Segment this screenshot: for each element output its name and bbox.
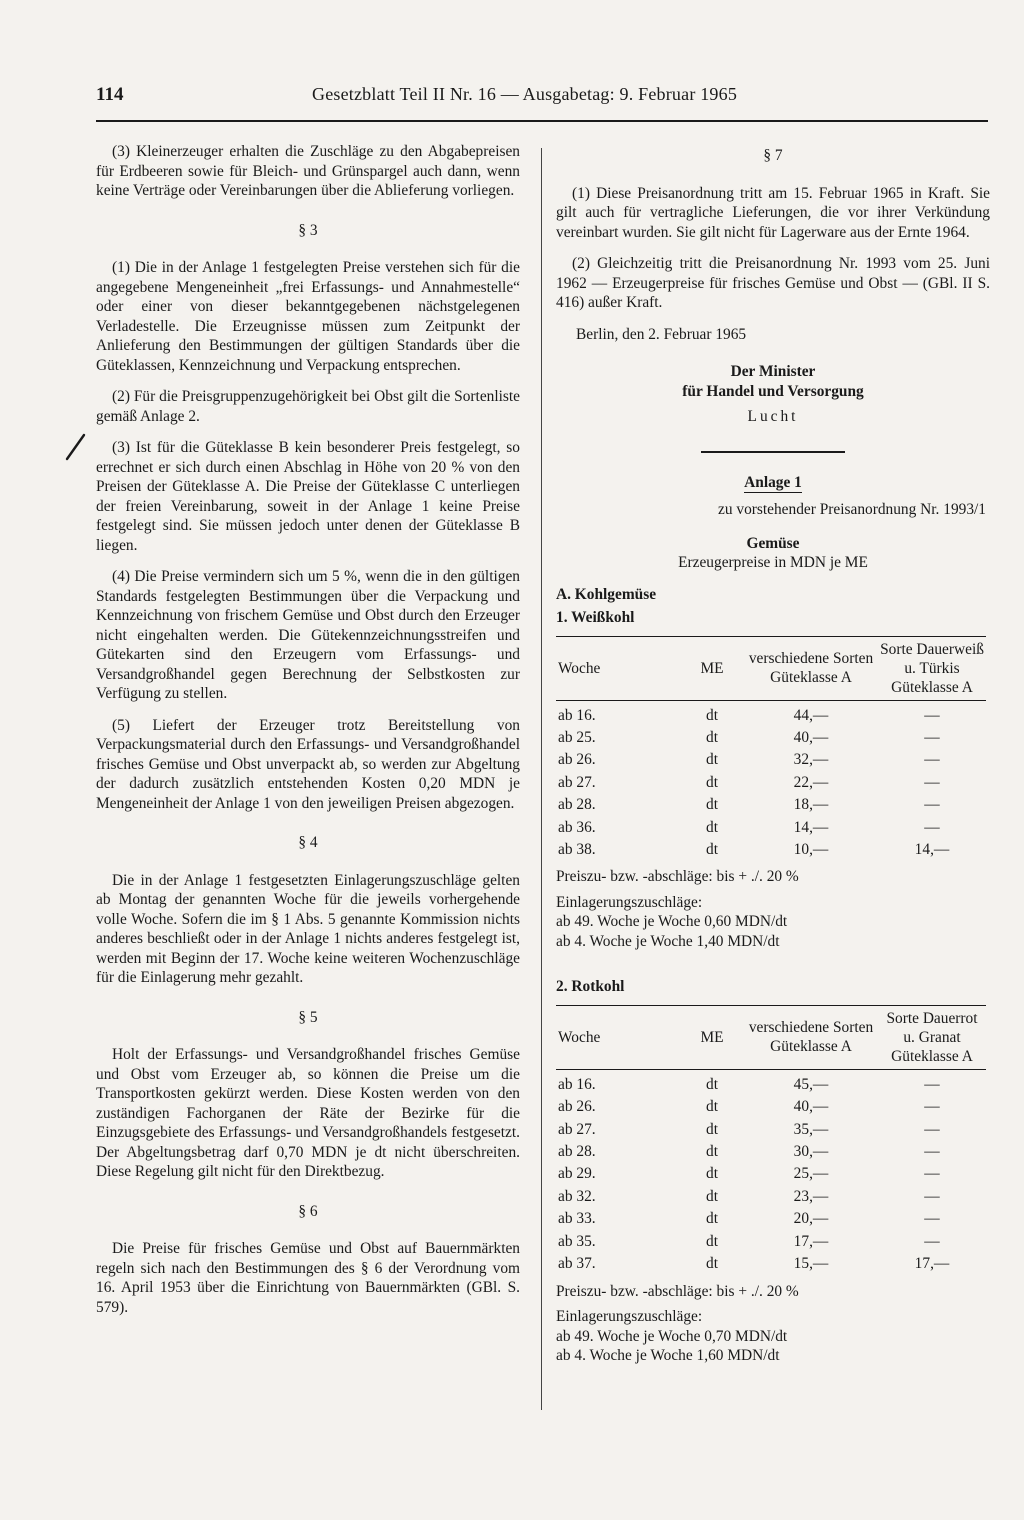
gemuese-title: Gemüse bbox=[746, 534, 800, 552]
cell-woche: ab 26. bbox=[558, 751, 596, 769]
cell-me: dt bbox=[706, 796, 718, 814]
cell-price-b: — bbox=[924, 1210, 940, 1228]
section-rule bbox=[701, 451, 845, 453]
cell-price-b: 17,— bbox=[914, 1255, 950, 1273]
cell-me: dt bbox=[706, 1210, 718, 1228]
table-row bbox=[556, 817, 986, 839]
cell-price-a: 25,— bbox=[793, 1165, 829, 1183]
spacer bbox=[556, 951, 990, 973]
paragraph-7-2: (2) Gleichzeitig tritt die Preisanordnung Nr. 1993 vom 25. Juni 1962 — Erzeugerpreise für frisches Gemüse und Obst — (GBl. II S. 416) außer Kraft. bbox=[556, 255, 990, 311]
cell-woche: ab 29. bbox=[558, 1165, 596, 1183]
cell-price-a: 35,— bbox=[793, 1120, 829, 1138]
section-3-heading: § 3 bbox=[298, 221, 318, 239]
running-title: Gesetzblatt Teil II Nr. 16 — Ausgabetag: 9. Februar 1965 bbox=[312, 84, 738, 104]
cell-me: dt bbox=[706, 728, 718, 746]
cell-price-a: 15,— bbox=[793, 1255, 829, 1273]
cell-woche: ab 27. bbox=[558, 1120, 596, 1138]
cell-me: dt bbox=[706, 751, 718, 769]
table-row bbox=[556, 727, 986, 749]
cell-price-b: — bbox=[924, 1120, 940, 1138]
section-4-heading: § 4 bbox=[298, 834, 318, 851]
table-row bbox=[556, 1119, 986, 1141]
cell-price-b: — bbox=[924, 796, 940, 814]
table-header-row bbox=[556, 1005, 986, 1069]
margin-pencil-mark bbox=[60, 432, 90, 462]
paragraph-3-1: (1) Die in der Anlage 1 festgelegten Preise verstehen sich für die angegebene Mengeneinheit „frei Erfassungs- und Annahmestelle“ oder einer von dieser bekanntgegebenen nächstgelegenen Verladestelle. Die Erzeugnisse müssen zum Zeitpunkt der Anlieferung den Bestimmungen der gültigen Standards über die Güteklassen, Kennzeichnung und Verpackung entsprechen. bbox=[96, 259, 520, 374]
cell-price-b: 14,— bbox=[914, 840, 950, 858]
cell-price-a: 45,— bbox=[793, 1075, 829, 1093]
page-header bbox=[96, 84, 988, 122]
header-woche: Woche bbox=[558, 659, 601, 677]
gemuese-subtitle: Erzeugerpreise in MDN je ME bbox=[678, 554, 868, 571]
weisskohl-einlagerung-title: Einlagerungszuschläge: bbox=[556, 893, 703, 911]
table-row bbox=[556, 1163, 986, 1185]
paragraph-5: Holt der Erfassungs- und Versandgroßhandel frisches Gemüse und Obst vom Erzeuger ab, so können die Preise um die Transportkosten gekürzt werden. Diese Kosten werden von den zuständigen Fachorganen der Räte der Bezirke für die Einzugsgebiete des Erfassungs- und Versandgroßhandels festgesetzt. Der Abgeltungsbetrag darf 0,70 MDN je dt nicht überschreiten. Diese Regelung gilt nicht für den Direktbezug. bbox=[96, 1046, 520, 1180]
anlage-title-text: Anlage 1 bbox=[744, 473, 802, 491]
cell-woche: ab 16. bbox=[558, 1075, 596, 1093]
section-7-heading: § 7 bbox=[763, 147, 783, 164]
rotkohl-title: 2. Rotkohl bbox=[556, 978, 625, 996]
section-6-heading: § 6 bbox=[298, 1202, 318, 1220]
anlage-title bbox=[556, 473, 990, 493]
cell-price-b: — bbox=[924, 1232, 940, 1250]
cell-me: dt bbox=[706, 706, 718, 724]
column-divider bbox=[541, 148, 542, 1410]
cell-price-a: 10,— bbox=[793, 840, 829, 858]
table-row bbox=[556, 749, 986, 771]
weisskohl-einlagerung-2: ab 4. Woche je Woche 1,40 MDN/dt bbox=[556, 932, 780, 950]
table-row bbox=[556, 794, 986, 816]
cell-price-a: 14,— bbox=[793, 818, 829, 836]
header-me: ME bbox=[700, 659, 724, 677]
header-woche: Woche bbox=[558, 1028, 601, 1046]
cell-woche: ab 32. bbox=[558, 1187, 596, 1205]
cell-price-b: — bbox=[924, 706, 940, 724]
cell-woche: ab 28. bbox=[558, 796, 596, 814]
left-column bbox=[96, 142, 520, 1329]
minister-title-line-1: Der Minister bbox=[730, 363, 816, 380]
header-sorten-a: verschiedene Sorten Güteklasse A bbox=[748, 1019, 874, 1056]
rotkohl-einlagerung-title: Einlagerungszuschläge: bbox=[556, 1308, 703, 1325]
cell-woche: ab 33. bbox=[558, 1210, 596, 1228]
cell-price-a: 32,— bbox=[793, 751, 829, 769]
cell-price-a: 40,— bbox=[793, 728, 829, 746]
section-5-heading: § 5 bbox=[298, 1008, 318, 1026]
cell-woche: ab 37. bbox=[558, 1255, 596, 1273]
cell-me: dt bbox=[706, 1120, 718, 1138]
rotkohl-einlagerung-2: ab 4. Woche je Woche 1,60 MDN/dt bbox=[556, 1347, 780, 1364]
page-number: 114 bbox=[96, 84, 124, 105]
category-kohlgemuese: A. Kohlgemüse bbox=[556, 585, 657, 603]
cell-me: dt bbox=[706, 773, 718, 791]
header-sorten-a: verschiedene Sorten Güteklasse A bbox=[748, 650, 874, 686]
cell-me: dt bbox=[706, 840, 718, 858]
cell-me: dt bbox=[706, 1075, 718, 1093]
paragraph-2-3: (3) Kleinerzeuger erhalten die Zuschläge zu den Abgabepreisen für Erdbeeren sowie für Bleich- und Grünspargel auch dann, wenn keine Verträge oder Vereinbarungen über die Ablieferung vorliegen. bbox=[96, 143, 520, 199]
table-row bbox=[556, 1231, 986, 1253]
cell-me: dt bbox=[706, 1098, 718, 1116]
cell-price-b: — bbox=[924, 1098, 940, 1116]
weisskohl-table bbox=[556, 636, 986, 862]
table-row bbox=[556, 772, 986, 794]
cell-price-b: — bbox=[924, 1143, 940, 1161]
anlage-subtitle: zu vorstehender Preisanordnung Nr. 1993/1 bbox=[718, 501, 986, 518]
cell-price-a: 18,— bbox=[793, 796, 829, 814]
table-row bbox=[556, 1069, 986, 1096]
paragraph-3-3: (3) Ist für die Güteklasse B kein besonderer Preis festgelegt, so errechnet er sich durch einen Abschlag in Höhe von 20 % von den Preisen der Güteklasse A. Die Preise der Güteklasse C unterliegen der freien Vereinbarung, soweit in der Anlage 1 keine Preise festgelegt sind. Sie müssen jedoch unter denen der Güteklasse B liegen. bbox=[96, 439, 520, 554]
table-row bbox=[556, 1096, 986, 1118]
table-header-row bbox=[556, 636, 986, 700]
header-sorte-b: Sorte Dauerweiß u. Türkis Güteklasse A bbox=[880, 640, 984, 696]
cell-price-a: 23,— bbox=[793, 1187, 829, 1205]
table-row bbox=[556, 1141, 986, 1163]
paragraph-4: Die in der Anlage 1 festgesetzten Einlagerungszuschläge gelten ab Montag der genannten Woche für die jeweils vorhergehende volle Woche. Sofern die im § 1 Abs. 5 genannte Kommission nichts anderes beschließt oder in der Anlage 1 nichts anderes festgelegt ist, werden mit Beginn der 17. Woche keine weiteren Wochenzuschläge für die Einlagerung mehr gezahlt. bbox=[96, 871, 520, 986]
cell-me: dt bbox=[706, 818, 718, 836]
table-row bbox=[556, 1186, 986, 1208]
cell-price-b: — bbox=[924, 728, 940, 746]
cell-price-a: 30,— bbox=[793, 1143, 829, 1161]
paragraph-3-4: (4) Die Preise vermindern sich um 5 %, wenn die in den gültigen Standards festgelegten Bestimmungen über die Verpackung und Kennzeichnung von frischem Gemüse und Obst durch den Erzeuger nicht eingehalten werden. Die Gütekennzeichnungsstreifen und Gütekarten sind den Erzeugern vom Erfassungs- und Versandgroßhandel gegen Berechnung der Selbstkosten zur Verfügung zu stellen. bbox=[96, 568, 520, 702]
cell-price-b: — bbox=[924, 1165, 940, 1183]
table-row bbox=[556, 1253, 986, 1275]
paragraph-3-2: (2) Für die Preisgruppenzugehörigkeit bei Obst gilt die Sortenliste gemäß Anlage 2. bbox=[96, 388, 520, 425]
cell-woche: ab 35. bbox=[558, 1232, 596, 1250]
cell-me: dt bbox=[706, 1187, 718, 1205]
header-sorte-b: Sorte Dauerrot u. Granat Güteklasse A bbox=[886, 1009, 978, 1065]
cell-price-b: — bbox=[924, 751, 940, 769]
rotkohl-price-note: Preiszu- bzw. -abschläge: bis + ./. 20 % bbox=[556, 1282, 799, 1300]
weisskohl-einlagerung-1: ab 49. Woche je Woche 0,60 MDN/dt bbox=[556, 913, 788, 931]
cell-woche: ab 28. bbox=[558, 1143, 596, 1161]
minister-title-line-2: für Handel und Versorgung bbox=[682, 382, 864, 400]
cell-price-a: 22,— bbox=[793, 773, 829, 791]
paragraph-3-5: (5) Liefert der Erzeuger trotz Bereitstellung von Verpackungsmaterial durch den Erfassungs- und Versandgroßhandel frisches Gemüse und Obst unverpackt ab, so werden zur Abgeltung der dadurch zusätzlich entstehenden Kosten 0,20 MDN je Mengeneinheit der Anlage 1 von den jeweiligen Preisen abgezogen. bbox=[96, 716, 520, 812]
cell-price-b: — bbox=[924, 1075, 940, 1093]
cell-woche: ab 38. bbox=[558, 840, 596, 858]
cell-me: dt bbox=[706, 1232, 718, 1250]
cell-me: dt bbox=[706, 1165, 718, 1183]
cell-price-a: 17,— bbox=[793, 1232, 829, 1250]
header-me: ME bbox=[700, 1028, 724, 1046]
cell-price-a: 44,— bbox=[793, 706, 829, 724]
cell-price-b: — bbox=[924, 1187, 940, 1205]
cell-me: dt bbox=[706, 1255, 718, 1273]
cell-woche: ab 27. bbox=[558, 773, 596, 791]
cell-me: dt bbox=[706, 1143, 718, 1161]
cell-price-b: — bbox=[924, 773, 940, 791]
cell-woche: ab 26. bbox=[558, 1098, 596, 1116]
cell-woche: ab 25. bbox=[558, 728, 596, 746]
cell-woche: ab 36. bbox=[558, 818, 596, 836]
weisskohl-price-note: Preiszu- bzw. -abschläge: bis + ./. 20 % bbox=[556, 868, 799, 886]
paragraph-7-1: (1) Diese Preisanordnung tritt am 15. Februar 1965 in Kraft. Sie gilt auch für vertragliche Lieferungen, die vor ihrer Verkündung vereinbart wurden. Sie gilt nicht für Lagerware aus der Ernte 1964. bbox=[556, 184, 990, 241]
rotkohl-einlagerung-1: ab 49. Woche je Woche 0,70 MDN/dt bbox=[556, 1327, 788, 1345]
table-row bbox=[556, 700, 986, 727]
minister-name: Lucht bbox=[747, 408, 799, 425]
signoff-date: Berlin, den 2. Februar 1965 bbox=[576, 325, 747, 343]
table-row bbox=[556, 1208, 986, 1230]
paragraph-6: Die Preise für frisches Gemüse und Obst auf Bauernmärkten regeln sich nach den Bestimmungen des § 6 der Verordnung vom 16. April 1953 über die Einrichtung von Bauernmärkten (GBl. S. 579). bbox=[96, 1240, 520, 1316]
right-column bbox=[556, 142, 990, 1366]
rotkohl-table bbox=[556, 1005, 986, 1276]
cell-price-a: 40,— bbox=[793, 1098, 829, 1116]
cell-price-b: — bbox=[924, 818, 940, 836]
cell-price-a: 20,— bbox=[793, 1210, 829, 1228]
table-row bbox=[556, 839, 986, 861]
cell-woche: ab 16. bbox=[558, 706, 596, 724]
weisskohl-title: 1. Weißkohl bbox=[556, 609, 635, 626]
